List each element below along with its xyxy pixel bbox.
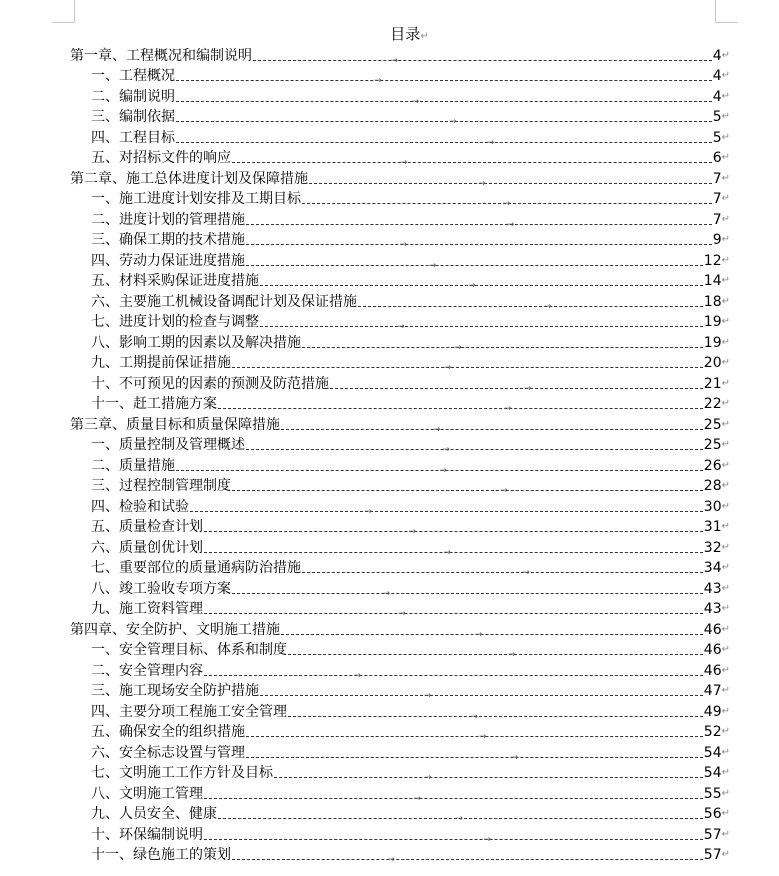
toc-section-entry[interactable] [70,599,730,620]
toc-entry-label: 十、环保编制说明 [91,826,203,843]
toc-dot-leader [281,629,703,640]
tab-mark-icon: → [399,240,408,250]
tab-mark-icon: → [507,650,516,660]
toc-page-number: 26 [703,457,722,474]
toc-dot-leader [302,199,712,209]
toc-page-number: 7 [712,191,722,207]
paragraph-mark-icon: ↵ [721,603,730,614]
toc-dot-leader [232,486,703,496]
paragraph-mark-icon: ↵ [721,131,730,143]
toc-page-number: 43 [703,580,722,597]
paragraph-mark-icon: ↵ [721,685,730,696]
toc-entry-label: 八、影响工期的因素以及解决措施 [91,334,301,351]
paragraph-mark-icon: ↵ [721,152,730,163]
toc-entry-label: 一、施工进度计划安排及工期目标 [91,191,301,207]
tab-mark-icon: → [428,260,437,271]
tab-mark-icon: → [443,547,451,558]
paragraph-mark-icon: ↵ [721,439,730,450]
toc-entry-label: 六、质量创优计划 [91,539,203,556]
paragraph-mark-icon: ↵ [721,316,730,327]
toc-entry-label: 八、文明施工管理 [91,785,203,802]
paragraph-mark-icon: ↵ [721,172,730,184]
tab-mark-icon: → [449,117,457,127]
toc-dot-leader [302,568,703,578]
toc-entry-label: 二、质量措施 [91,457,175,474]
toc-page-number: 31 [703,519,722,535]
toc-entry-label: 二、进度计划的管理措施 [91,211,245,228]
tab-mark-icon: → [439,465,447,476]
toc-dot-leader [309,178,712,189]
toc-dot-leader [246,732,703,742]
toc-dot-leader [232,363,703,373]
toc-section-entry[interactable] [70,148,730,169]
toc-entry-label: 二、安全管理内容 [91,662,203,679]
toc-entry-label: 六、安全标志设置与管理 [91,744,245,761]
toc-dot-leader [246,240,712,250]
page-corner-mark-right [715,0,738,23]
tab-mark-icon: → [506,219,515,230]
paragraph-mark-icon: ↵ [721,459,730,471]
toc-section-entry[interactable] [70,66,730,87]
toc-page-number: 28 [703,478,722,494]
tab-mark-icon: → [468,281,476,291]
toc-entry-label: 一、质量控制及管理概述 [91,437,245,453]
toc-entry-label: 八、竣工验收专项方案 [91,580,231,597]
toc-dot-leader [176,137,712,148]
toc-page-number: 4 [712,88,722,105]
toc-entry-label: 三、确保工期的技术措施 [91,232,245,248]
toc-page-number: 54 [703,765,722,781]
paragraph-mark-icon: ↵ [721,254,730,266]
toc-section-entry[interactable] [70,312,730,333]
paragraph-mark-icon: ↵ [721,521,730,532]
toc-chapter-entry[interactable] [70,414,730,435]
toc-entry-label: 五、质量检查计划 [91,519,203,535]
toc-page-number: 14 [703,273,722,289]
tab-mark-icon: → [454,342,462,353]
tab-mark-icon: → [504,404,512,414]
toc-section-entry[interactable] [70,640,730,661]
tab-mark-icon: → [424,773,432,783]
paragraph-mark-icon: ↵ [721,377,730,389]
tab-mark-icon: → [544,301,552,312]
toc-entry-label: 第一章、工程概况和编制说明 [70,47,252,64]
paragraph-mark-icon: ↵ [721,767,730,778]
toc-page-number: 52 [703,724,722,740]
toc-entry-label: 四、主要分项工程施工安全管理 [91,703,287,720]
tab-mark-icon: → [522,568,530,578]
tab-mark-icon: → [483,834,491,845]
toc-section-entry[interactable] [70,230,730,251]
paragraph-mark-icon: ↵ [721,705,730,717]
toc-page-number: 12 [703,252,722,269]
toc-dot-leader [204,609,703,619]
paragraph-mark-icon: ↵ [721,418,730,430]
toc-page-number: 19 [703,314,722,330]
toc-dot-leader [274,773,703,783]
paragraph-mark-icon: ↵ [721,480,730,491]
toc-section-entry[interactable] [70,435,730,456]
toc-page-number: 57 [703,847,722,863]
tab-mark-icon: → [442,445,450,455]
paragraph-mark-icon: ↵ [721,664,730,676]
toc-entry-label: 第四章、安全防护、文明施工措施 [70,621,280,638]
paragraph-mark-icon: ↵ [721,193,730,204]
toc-dot-leader [246,260,703,271]
tab-mark-icon: → [443,363,452,373]
paragraph-mark-icon: ↵ [721,111,730,122]
tab-mark-icon: → [510,752,519,763]
toc-page-number: 32 [703,539,722,556]
tab-mark-icon: → [364,506,372,517]
toc-section-entry[interactable] [70,742,730,763]
toc-page-number: 7 [712,170,722,187]
toc-dot-leader [232,588,703,599]
toc-section-entry[interactable] [70,722,730,743]
toc-entry-label: 九、人员安全、健康 [91,806,217,822]
toc-page-number: 5 [712,129,722,146]
toc-section-entry[interactable] [70,209,730,230]
toc-section-entry[interactable] [70,353,730,374]
paragraph-mark-icon: ↵ [721,234,730,245]
toc-section-entry[interactable] [70,763,730,784]
paragraph-mark-icon: ↵ [721,541,730,553]
toc-dot-leader [246,445,703,455]
tab-mark-icon: → [382,588,391,599]
toc-page-number: 49 [703,703,722,720]
paragraph-mark-icon: ↵ [721,828,730,840]
paragraph-mark-icon: ↵ [721,90,730,102]
toc-dot-leader [260,691,703,701]
toc-dot-leader [232,855,703,865]
toc-dot-leader [302,342,703,353]
toc-section-entry[interactable] [70,558,730,579]
paragraph-mark-icon: ↵ [721,275,730,286]
toc-chapter-entry[interactable] [70,45,730,66]
toc-section-entry[interactable] [70,681,730,702]
toc-dot-leader [176,96,712,107]
tab-mark-icon: → [399,158,408,168]
toc-dot-leader [176,465,703,476]
tab-mark-icon: → [397,322,405,332]
toc-entry-label: 四、劳动力保证进度措施 [91,252,245,269]
toc-page-number: 4 [712,47,722,64]
toc-section-entry[interactable] [70,783,730,804]
toc-dot-leader [176,76,712,86]
toc-page-number: 7 [712,211,722,228]
toc-dot-leader [253,55,712,66]
toc-page-number: 4 [712,68,722,84]
paragraph-mark-icon: ↵ [721,357,730,368]
toc-dot-leader [330,383,703,394]
toc-entry-label: 一、安全管理目标、体系和制度 [91,642,287,658]
toc-section-entry[interactable] [70,291,730,312]
paragraph-mark-icon: ↵ [420,31,429,42]
tab-mark-icon: → [387,855,395,865]
tab-mark-icon: → [486,137,495,148]
toc-dot-leader [260,281,703,291]
tab-mark-icon: → [413,793,422,804]
paragraph-mark-icon: ↵ [721,562,730,573]
toc-page-number: 55 [703,785,722,802]
toc-section-entry[interactable] [70,127,730,148]
tab-mark-icon: → [390,55,399,66]
toc-dot-leader [246,752,703,763]
toc-page-number: 22 [703,396,722,412]
paragraph-mark-icon: ↵ [721,644,730,655]
toc-page-number: 25 [703,437,722,453]
toc-section-entry[interactable] [70,189,730,210]
toc-dot-leader [218,814,703,824]
toc-section-entry[interactable] [70,537,730,558]
toc-dot-leader [246,219,712,230]
toc-page-number: 25 [703,416,722,433]
toc-entry-label: 七、重要部位的质量通病防治措施 [91,560,301,576]
toc-entry-label: 一、工程概况 [91,68,175,84]
toc-section-entry[interactable] [70,804,730,825]
paragraph-mark-icon: ↵ [721,582,730,594]
paragraph-mark-icon: ↵ [721,70,730,81]
toc-section-entry[interactable] [70,824,730,845]
paragraph-mark-icon: ↵ [721,787,730,799]
toc-page-number: 43 [703,601,722,617]
toc-entry-label: 九、施工资料管理 [91,601,203,617]
toc-entry-label: 五、确保安全的组织措施 [91,724,245,740]
toc-entry-label: 十、不可预见的因素的预测及防范措施 [91,375,329,392]
tab-mark-icon: → [423,691,432,701]
toc-page-number: 6 [712,150,722,166]
toc-entry-label: 九、工期提前保证措施 [91,355,231,371]
toc-page-number: 19 [703,334,722,351]
toc-entry-label: 五、材料采购保证进度措施 [91,273,259,289]
toc-section-entry[interactable] [70,394,730,415]
page-corner-mark-left [52,0,75,23]
paragraph-mark-icon: ↵ [721,808,730,819]
toc-entry-label: 三、施工现场安全防护措施 [91,683,259,699]
tab-mark-icon: → [500,486,508,496]
toc-page-number: 30 [703,498,722,515]
toc-section-entry[interactable] [70,517,730,538]
toc-heading [0,24,779,47]
toc-entry-label: 六、主要施工机械设备调配计划及保证措施 [91,293,357,310]
toc-entry-label: 三、过程控制管理制度 [91,478,231,494]
toc-page-number: 46 [703,662,722,679]
toc-dot-leader [281,424,703,435]
tab-mark-icon: → [523,383,532,394]
toc-entry-label: 四、检验和试验 [91,498,189,515]
toc-page-number: 20 [703,355,722,371]
toc-section-entry[interactable] [70,476,730,497]
toc-entry-label: 七、进度计划的检查与调整 [91,314,259,330]
toc-section-entry[interactable] [70,455,730,476]
tab-mark-icon: → [502,199,511,209]
tab-mark-icon: → [470,711,479,722]
tab-mark-icon: → [478,732,487,742]
toc-page-number: 9 [712,232,722,248]
toc-dot-leader [204,527,703,537]
toc-entry-label: 十一、赶工措施方案 [91,396,217,412]
toc-page-number: 57 [703,826,722,843]
toc-page-number: 46 [703,621,722,638]
table-of-contents [70,45,730,865]
toc-section-entry[interactable] [70,107,730,128]
paragraph-mark-icon: ↵ [721,746,730,758]
toc-entry-label: 第三章、质量目标和质量保障措施 [70,416,280,433]
toc-entry-label: 第二章、施工总体进度计划及保障措施 [70,170,308,187]
toc-page-number: 21 [703,375,722,392]
toc-section-entry[interactable] [70,496,730,517]
toc-dot-leader [204,547,703,558]
tab-mark-icon: → [478,178,486,189]
toc-section-entry[interactable] [70,578,730,599]
tab-mark-icon: → [475,629,483,640]
paragraph-mark-icon: ↵ [721,213,730,225]
toc-section-entry[interactable] [70,660,730,681]
toc-entry-label: 五、对招标文件的响应 [91,150,231,166]
toc-entry-label: 十一、绿色施工的策划 [91,847,231,863]
toc-page-number: 47 [703,683,722,699]
paragraph-mark-icon: ↵ [721,398,730,409]
toc-section-entry[interactable] [70,271,730,292]
toc-page-number: 56 [703,806,722,822]
paragraph-mark-icon: ↵ [721,500,730,512]
toc-page-number: 5 [712,109,722,125]
toc-dot-leader [204,834,703,845]
toc-entry-label: 四、工程目标 [91,129,175,146]
toc-dot-leader [358,301,703,312]
toc-section-entry[interactable] [70,701,730,722]
tab-mark-icon: → [411,96,420,107]
tab-mark-icon: → [455,814,464,824]
toc-dot-leader [190,506,703,517]
toc-entry-label: 三、编制依据 [91,109,175,125]
toc-dot-leader [204,670,703,681]
toc-page-number: 54 [703,744,722,761]
toc-dot-leader [288,711,703,722]
tab-mark-icon: → [374,76,382,86]
toc-dot-leader [204,793,703,804]
paragraph-mark-icon: ↵ [721,726,730,737]
toc-dot-leader [260,322,703,332]
toc-dot-leader [288,650,703,660]
toc-dot-leader [176,117,712,127]
toc-page-number: 34 [703,560,722,576]
toc-entry-label: 二、编制说明 [91,88,175,105]
toc-title-text: 目录 [390,25,421,43]
toc-section-entry[interactable] [70,86,730,107]
paragraph-mark-icon: ↵ [721,295,730,307]
toc-dot-leader [232,158,712,168]
tab-mark-icon: → [432,424,441,435]
toc-entry-label: 七、文明施工工作方针及目标 [91,765,273,781]
tab-mark-icon: → [408,527,417,537]
paragraph-mark-icon: ↵ [721,49,730,61]
toc-page-number: 18 [703,293,722,310]
paragraph-mark-icon: ↵ [721,623,730,635]
toc-page-number: 46 [703,642,722,658]
toc-dot-leader [218,404,703,414]
paragraph-mark-icon: ↵ [721,336,730,348]
toc-section-entry[interactable] [70,845,730,866]
paragraph-mark-icon: ↵ [721,849,730,860]
tab-mark-icon: → [353,670,362,681]
toc-section-entry[interactable] [70,373,730,394]
tab-mark-icon: → [398,609,407,619]
